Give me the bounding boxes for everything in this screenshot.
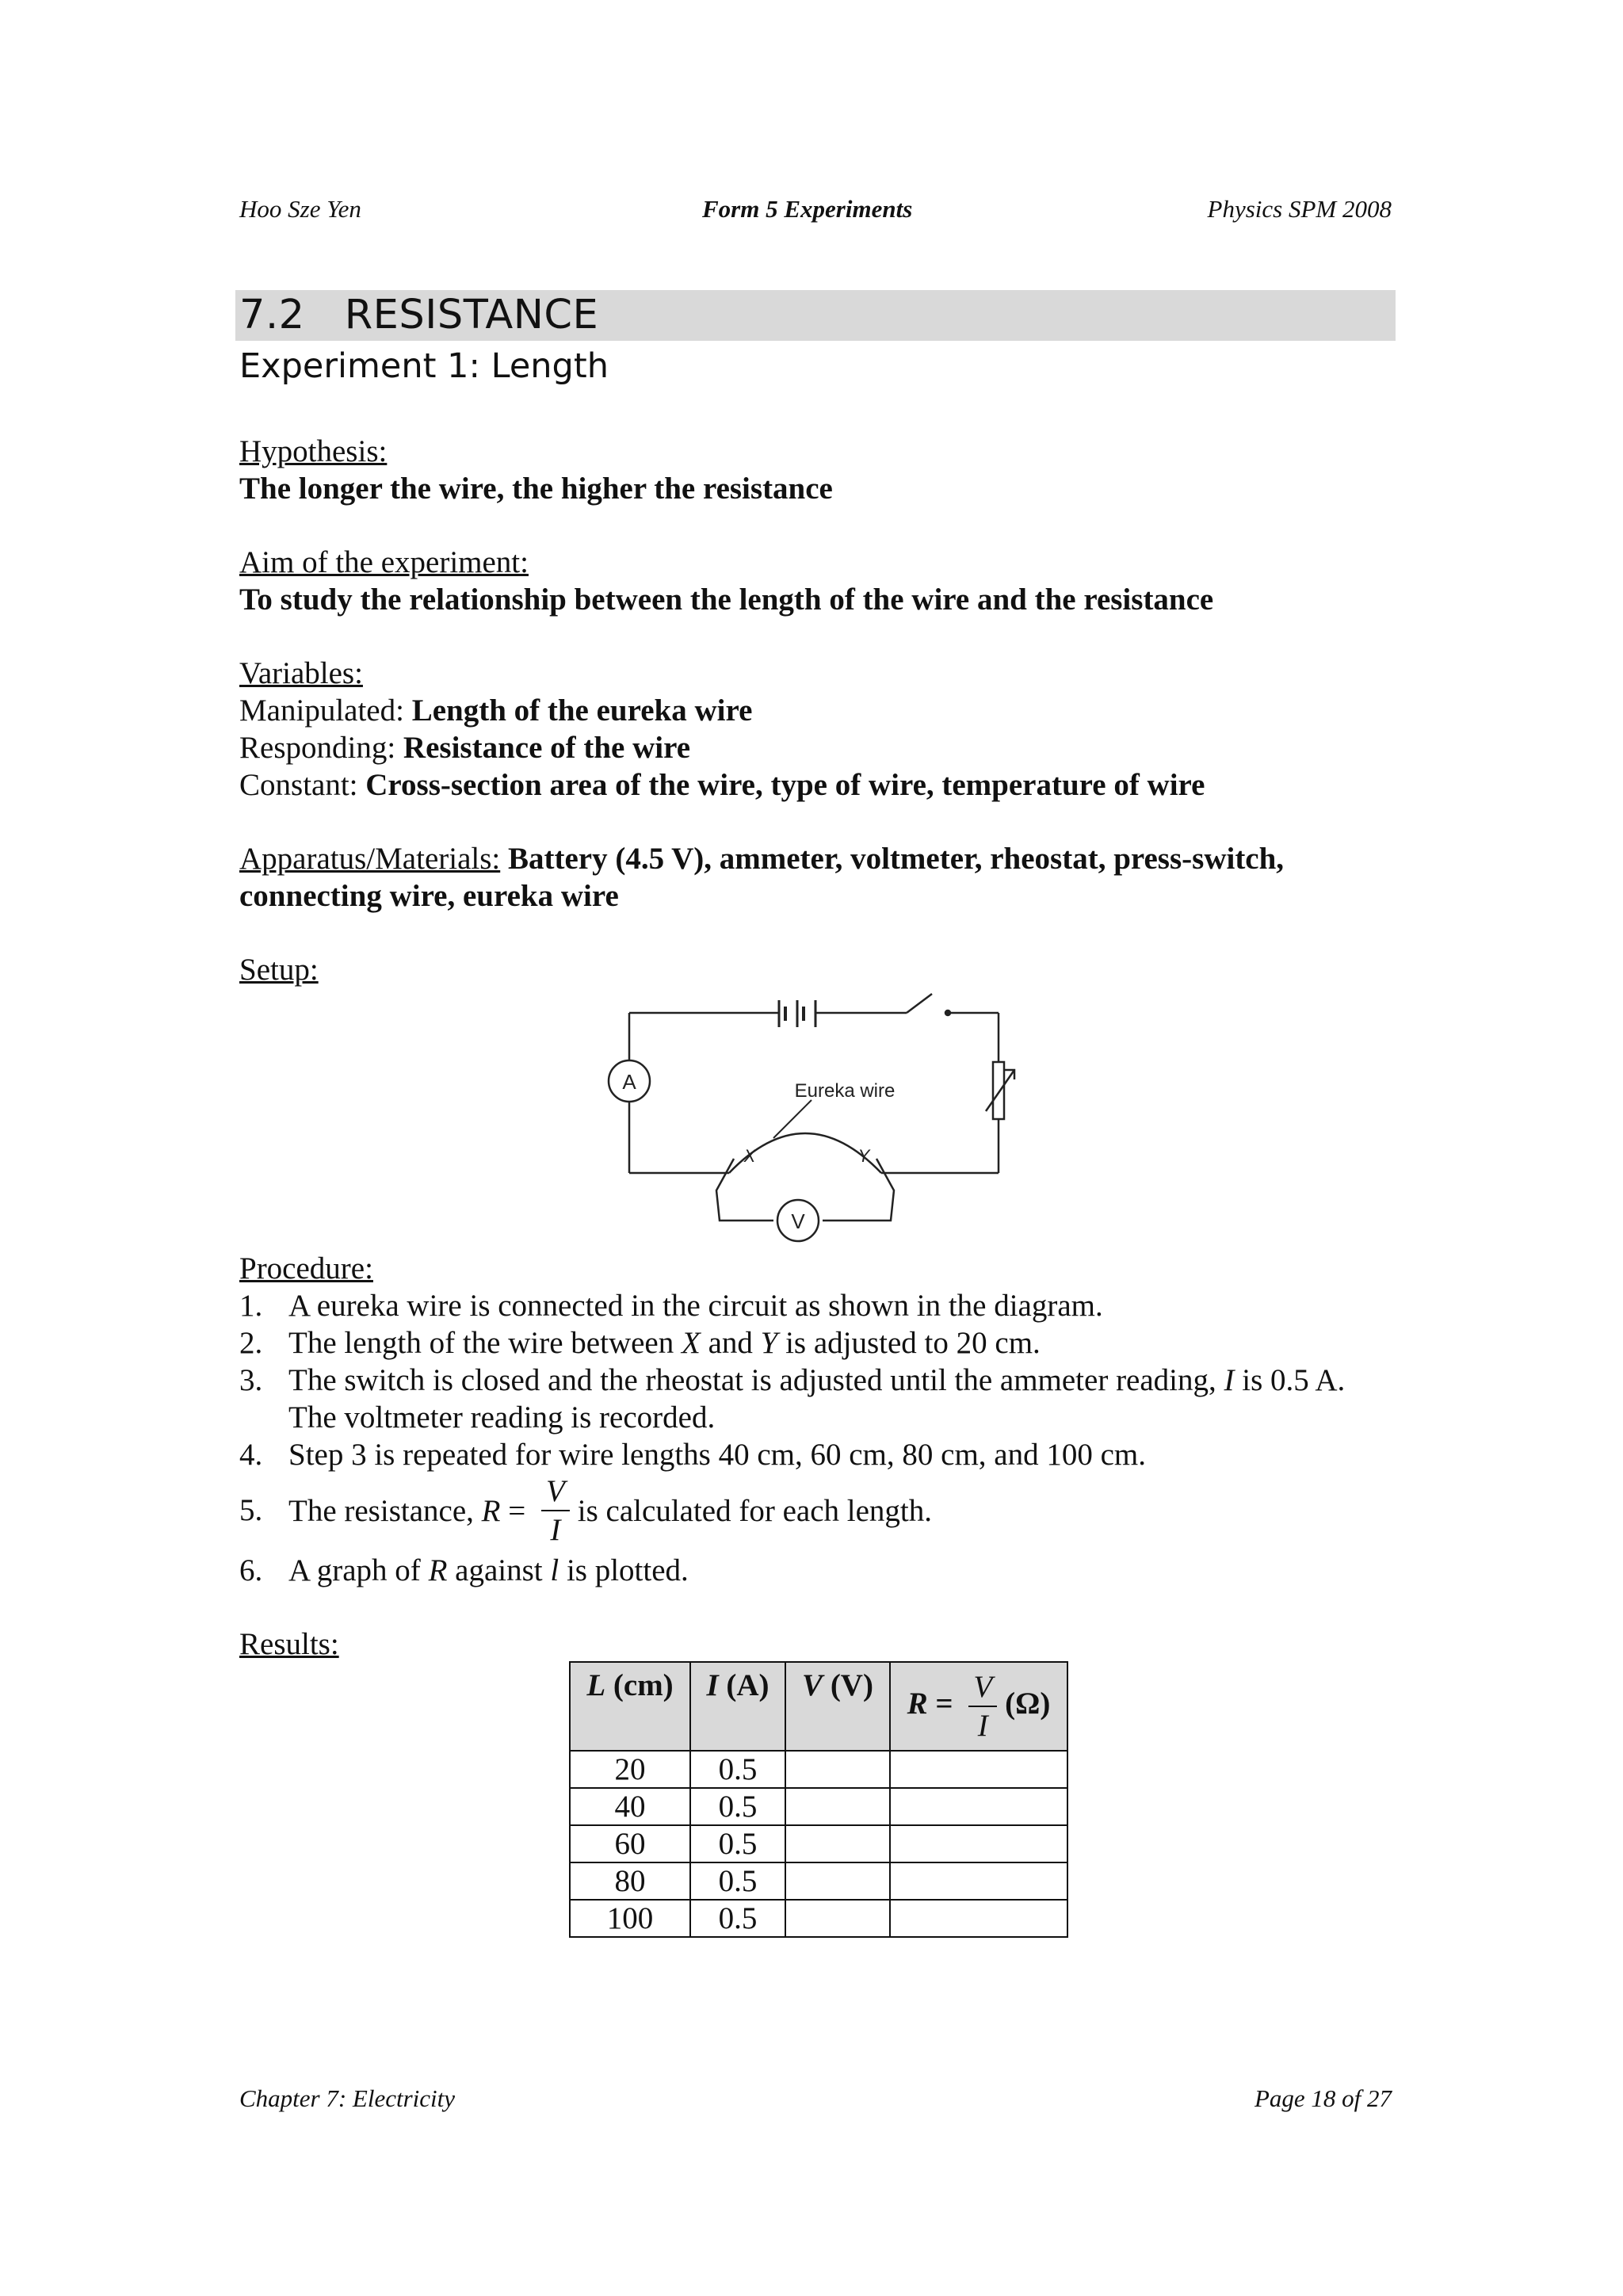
table-row xyxy=(570,1751,1067,1788)
manipulated-value: Length of the eureka wire xyxy=(411,693,753,728)
apparatus-text-1: Battery (4.5 V), ammeter, voltmeter, rheostat, press-switch, xyxy=(507,842,1285,876)
manipulated-label: Manipulated: xyxy=(239,693,412,728)
responding-value: Resistance of the wire xyxy=(403,731,691,765)
header-resistance-denominator: I xyxy=(977,1709,988,1743)
apparatus-text-2: connecting wire, eureka wire xyxy=(239,879,619,913)
results-table xyxy=(569,1661,1068,1938)
voltmeter-label: V xyxy=(791,1209,805,1233)
step-5-numerator: V xyxy=(541,1476,570,1511)
step-1-text: A eureka wire is connected in the circuit as shown in the diagram. xyxy=(288,1289,1103,1323)
step-5-eq: = xyxy=(500,1493,533,1528)
cell-resistance[interactable] xyxy=(890,1751,1067,1788)
procedure-label: Procedure: xyxy=(239,1251,373,1286)
cell-resistance[interactable] xyxy=(890,1788,1067,1825)
header-title: Form 5 Experiments xyxy=(702,195,913,223)
header-current-symbol: I xyxy=(706,1668,719,1702)
header-voltage-unit: (V) xyxy=(823,1668,873,1702)
step-6-text xyxy=(288,1552,689,1589)
cell-length: 100 xyxy=(570,1900,690,1937)
cell-length: 20 xyxy=(570,1751,690,1788)
step-2-text xyxy=(288,1324,1041,1362)
constant-value: Cross-section area of the wire, type of wire, temperature of wire xyxy=(365,768,1205,802)
table-row xyxy=(570,1825,1067,1862)
apparatus-label: Apparatus/Materials: xyxy=(239,842,501,876)
step-3-pre: The switch is closed and the rheostat is adjusted until the ammeter reading, xyxy=(288,1363,1224,1397)
step-5-post: is calculated for each length. xyxy=(577,1493,933,1528)
hypothesis-label: Hypothesis: xyxy=(239,434,388,468)
cell-current: 0.5 xyxy=(690,1862,785,1900)
step-5-denominator: I xyxy=(550,1513,561,1547)
results-label: Results: xyxy=(239,1627,339,1661)
step-6-pre: A graph of xyxy=(288,1553,429,1587)
step-3-post: is 0.5 A. xyxy=(1234,1363,1346,1397)
header-length-symbol: L xyxy=(586,1668,606,1702)
point-y-label: Y xyxy=(857,1146,870,1166)
step-2-y: Y xyxy=(760,1326,778,1360)
step-6-number: 6. xyxy=(239,1553,263,1587)
table-row xyxy=(570,1788,1067,1825)
responding-label: Responding: xyxy=(239,731,403,765)
cell-length: 40 xyxy=(570,1788,690,1825)
header-course: Physics SPM 2008 xyxy=(1207,195,1392,223)
step-5-fraction xyxy=(541,1476,570,1545)
header-resistance xyxy=(890,1662,1067,1751)
cell-length: 60 xyxy=(570,1825,690,1862)
ammeter-label: A xyxy=(622,1070,636,1094)
cell-resistance[interactable] xyxy=(890,1900,1067,1937)
step-5-r: R xyxy=(481,1493,501,1528)
step-2-x: X xyxy=(681,1326,701,1360)
constant-label: Constant: xyxy=(239,768,366,802)
step-3-line-2: The voltmeter reading is recorded. xyxy=(288,1400,716,1435)
cell-resistance[interactable] xyxy=(890,1862,1067,1900)
header-author: Hoo Sze Yen xyxy=(239,195,361,223)
step-4-number: 4. xyxy=(239,1438,263,1472)
voltmeter-lead-y xyxy=(823,1159,894,1221)
aim-text: To study the relationship between the length of the wire and the resistance xyxy=(239,583,1214,617)
cell-voltage[interactable] xyxy=(785,1788,890,1825)
header-voltage-symbol: V xyxy=(802,1668,823,1702)
variable-constant xyxy=(239,766,1205,804)
step-3-number: 3. xyxy=(239,1363,263,1397)
header-voltage xyxy=(785,1662,890,1751)
header-length xyxy=(570,1662,690,1751)
battery-icon xyxy=(779,1000,815,1027)
header-resistance-eq: = xyxy=(927,1686,961,1721)
experiment-title: Experiment 1: Length xyxy=(239,346,609,386)
step-6-l: l xyxy=(550,1553,559,1587)
cell-voltage[interactable] xyxy=(785,1900,890,1937)
step-6-mid: against xyxy=(447,1553,551,1587)
header-resistance-unit: (Ω) xyxy=(1005,1686,1051,1721)
circuit-diagram xyxy=(586,983,1030,1252)
step-3-text xyxy=(288,1362,1345,1399)
cell-resistance[interactable] xyxy=(890,1825,1067,1862)
step-2-mid: and xyxy=(700,1326,761,1360)
variable-manipulated xyxy=(239,692,752,729)
switch-icon xyxy=(907,994,950,1015)
footer-page-number: Page 18 of 27 xyxy=(1254,2084,1392,2112)
header-length-unit: (cm) xyxy=(605,1668,674,1702)
setup-label: Setup: xyxy=(239,953,319,987)
hypothesis-text: The longer the wire, the higher the resistance xyxy=(239,472,833,506)
cell-current: 0.5 xyxy=(690,1825,785,1862)
point-x-label: X xyxy=(743,1146,756,1166)
step-5-pre: The resistance, xyxy=(288,1493,482,1528)
step-6-r: R xyxy=(428,1553,448,1587)
step-5-number: 5. xyxy=(239,1493,263,1527)
table-row xyxy=(570,1900,1067,1937)
step-4-text: Step 3 is repeated for wire lengths 40 cm, 60 cm, 80 cm, and 100 cm. xyxy=(288,1438,1146,1472)
step-6-post: is plotted. xyxy=(559,1553,689,1587)
eureka-wire-label: Eureka wire xyxy=(794,1080,896,1102)
header-resistance-numerator: V xyxy=(968,1671,997,1707)
section-title: 7.2 RESISTANCE xyxy=(239,292,599,338)
cell-voltage[interactable] xyxy=(785,1751,890,1788)
rheostat-icon xyxy=(986,1062,1014,1119)
variable-responding xyxy=(239,729,690,766)
step-2-post: is adjusted to 20 cm. xyxy=(777,1326,1041,1360)
cell-current: 0.5 xyxy=(690,1900,785,1937)
cell-current: 0.5 xyxy=(690,1751,785,1788)
cell-current: 0.5 xyxy=(690,1788,785,1825)
step-2-number: 2. xyxy=(239,1326,263,1360)
header-current xyxy=(690,1662,785,1751)
cell-length: 80 xyxy=(570,1862,690,1900)
aim-label: Aim of the experiment: xyxy=(239,545,529,579)
voltmeter-lead-x xyxy=(716,1159,773,1221)
table-row xyxy=(570,1862,1067,1900)
cell-voltage[interactable] xyxy=(785,1825,890,1862)
step-5-text xyxy=(288,1471,932,1550)
cell-voltage[interactable] xyxy=(785,1862,890,1900)
header-current-unit: (A) xyxy=(718,1668,769,1702)
results-header-row xyxy=(570,1662,1067,1751)
step-2-pre: The length of the wire between xyxy=(288,1326,682,1360)
step-1-number: 1. xyxy=(239,1289,263,1323)
footer-chapter: Chapter 7: Electricity xyxy=(239,2084,456,2112)
variables-label: Variables: xyxy=(239,656,363,690)
step-3-i: I xyxy=(1224,1363,1235,1397)
header-resistance-fraction xyxy=(968,1671,997,1741)
header-resistance-symbol: R xyxy=(907,1686,928,1721)
apparatus-line-1 xyxy=(239,840,1284,877)
